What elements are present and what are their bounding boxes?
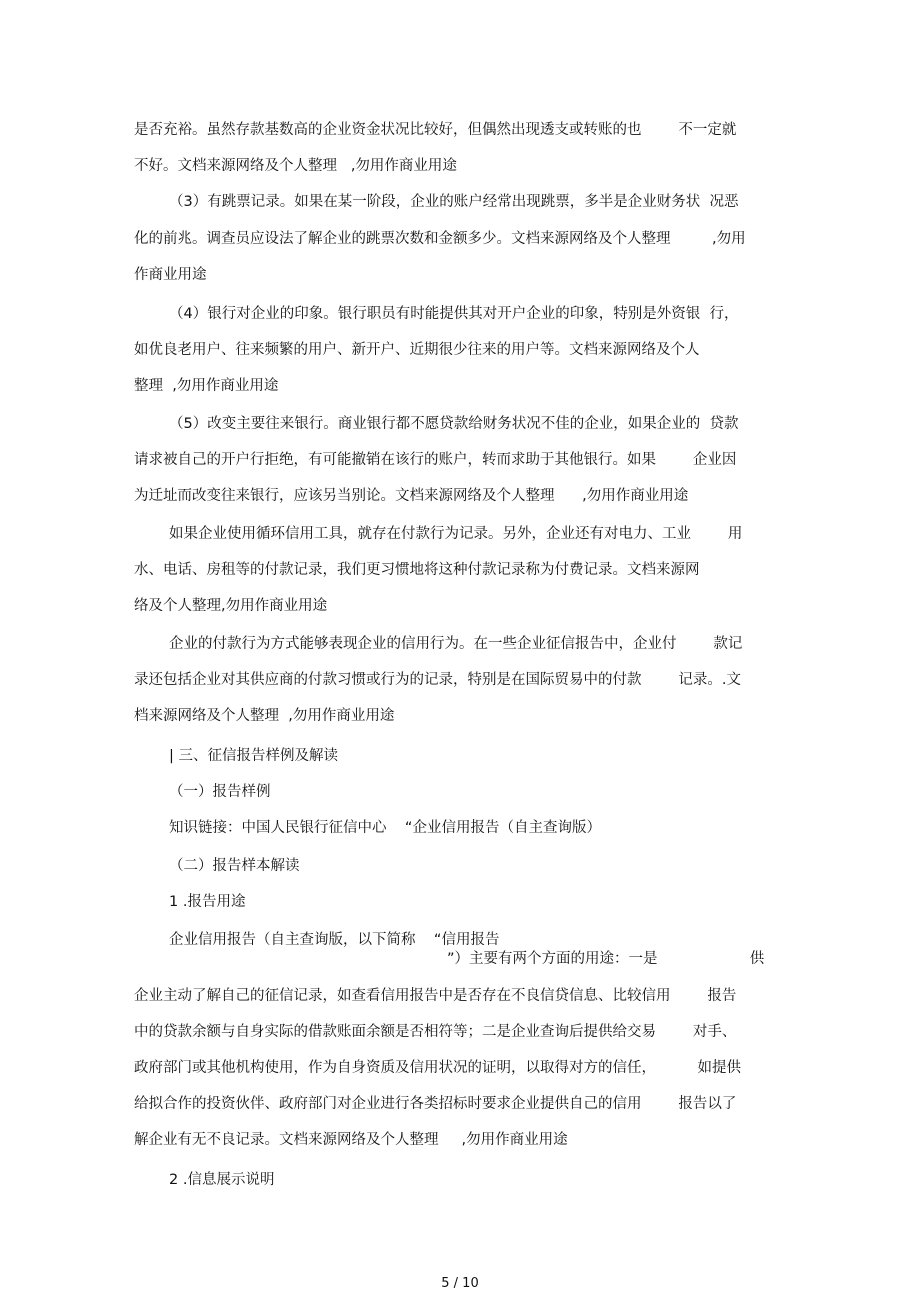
text-line: 不好。文档来源网络及个人整理 ,勿用作商业用途: [134, 158, 457, 174]
text-line: 给拟合作的投资伙伴、政府部门对企业进行各类招标时要求企业提供自己的信用 报告以了: [134, 1096, 737, 1112]
text-line: 企业主动了解自己的征信记录，如查看信用报告中是否存在不良信贷信息、比较信用 报告: [134, 988, 737, 1004]
text-line: 水、电话、房租等的付款记录，我们更习惯地将这种付款记录称为付费记录。文档来源网: [134, 562, 700, 578]
text-line: 为迁址而改变往来银行，应该另当别论。文档来源网络及个人整理 ,勿用作商业用途: [134, 488, 689, 504]
text-line: 中的贷款余额与自身实际的借款账面余额是否相符等；二是企业查询后提供给交易 对手、: [134, 1024, 737, 1040]
text-line: 请求被自己的开户行拒绝，有可能撤销在该行的账户，转而求助于其他银行。如果 企业因: [134, 452, 737, 468]
text-line: 化的前兆。调查员应设法了解企业的跳票次数和金额多少。文档来源网络及个人整理 ,勿用: [134, 231, 746, 247]
text-line: 络及个人整理,勿用作商业用途: [134, 598, 328, 614]
numbered-heading: 1 .报告用途: [169, 894, 246, 910]
text-line: ”）主要有两个方面的用途：一是 供: [447, 951, 765, 967]
text-line: 如优良老用户、往来频繁的用户、新开户、近期很少往来的用户等。文档来源网络及个人: [134, 342, 700, 358]
page-number: 5 / 10: [441, 1276, 479, 1291]
text-line: （4）银行对企业的印象。银行职员有时能提供其对开户企业的印象，特别是外资银 行，: [169, 306, 739, 322]
section-heading: | 三、征信报告样例及解读: [169, 748, 338, 764]
text-line: 知识链接：中国人民银行征信中心 “企业信用报告（自主查询版）: [169, 820, 601, 836]
text-line: 政府部门或其他机构使用，作为自身资质及信用状况的证明，以取得对方的信任， 如提供: [134, 1060, 741, 1076]
text-line: 档来源网络及个人整理 ,勿用作商业用途: [134, 708, 395, 724]
text-line: 录还包括企业对其供应商的付款习惯或行为的记录，特别是在国际贸易中的付款 记录。.文: [134, 672, 741, 688]
numbered-heading: 2 .信息展示说明: [169, 1172, 275, 1188]
text-line: （3）有跳票记录。如果在某一阶段，企业的账户经常出现跳票，多半是企业财务状 况恶: [169, 194, 739, 210]
text-line: 是否充裕。虽然存款基数高的企业资金状况比较好，但偶然出现透支或转账的也 不一定就: [134, 122, 737, 138]
text-line: （5）改变主要往来银行。商业银行都不愿贷款给财务状况不佳的企业，如果企业的 贷款: [169, 416, 739, 432]
text-line: 整理 ,勿用作商业用途: [134, 378, 279, 394]
subsection-heading: （一）报告样例: [169, 784, 271, 800]
text-line: 作商业用途: [134, 267, 207, 283]
text-line: 解企业有无不良记录。文档来源网络及个人整理 ,勿用作商业用途: [134, 1132, 568, 1148]
text-line: 如果企业使用循环信用工具，就存在付款行为记录。另外，企业还有对电力、工业 用: [169, 526, 743, 542]
subsection-heading: （二）报告样本解读: [169, 858, 300, 874]
text-line: 企业的付款行为方式能够表现企业的信用行为。在一些企业征信报告中，企业付 款记: [169, 636, 743, 652]
text-line: 企业信用报告（自主查询版，以下简称 “信用报告: [169, 932, 500, 948]
